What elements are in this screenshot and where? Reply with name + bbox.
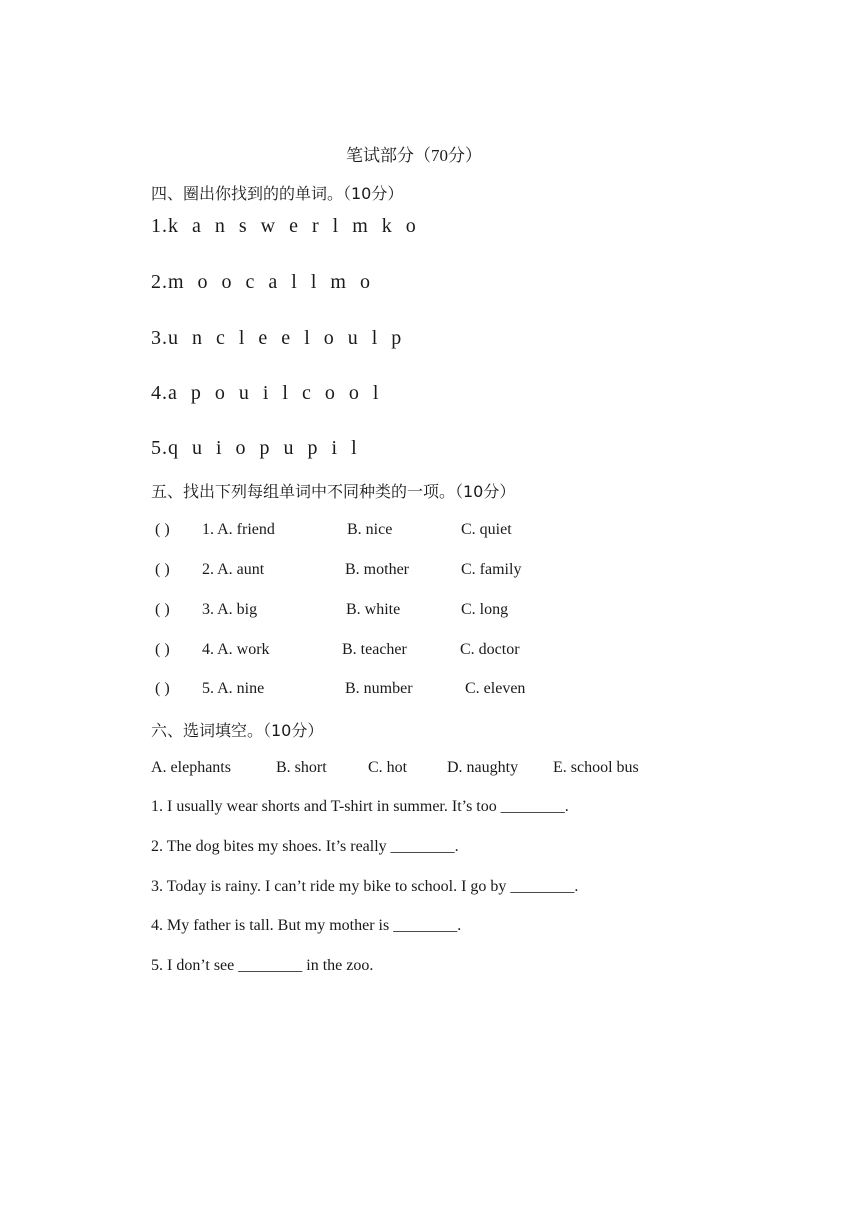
answer-blank: ( ) <box>155 680 170 697</box>
letter-row: 4.a p o u i l c o o l <box>151 382 380 404</box>
word-bank-option: D. naughty <box>447 759 519 776</box>
option-a: 1. A. friend <box>202 521 275 538</box>
answer-blank: ( ) <box>155 561 170 578</box>
option-a: 2. A. aunt <box>202 561 265 578</box>
word-bank-option: C. hot <box>368 759 408 776</box>
option-c: C. eleven <box>465 680 526 697</box>
word-bank-option: E. school bus <box>553 759 639 776</box>
option-a: 5. A. nine <box>202 680 265 697</box>
section4-heading: 四、圈出你找到的的单词。（10分） <box>151 184 404 203</box>
option-c: C. family <box>461 561 522 578</box>
letter-row: 1.k a n s w e r l m k o <box>151 215 417 237</box>
option-a: 4. A. work <box>202 641 270 658</box>
fill-in-sentence: 4. My father is tall. But my mother is ________. <box>151 917 462 934</box>
fill-in-sentence: 3. Today is rainy. I can’t ride my bike to school. I go by ________. <box>151 878 579 895</box>
answer-blank: ( ) <box>155 641 170 658</box>
fill-in-sentence: 5. I don’t see ________ in the zoo. <box>151 957 374 974</box>
page-title: 笔试部分（70分） <box>346 146 482 165</box>
option-b: B. nice <box>347 521 393 538</box>
letter-row: 5.q u i o p u p i l <box>151 437 358 459</box>
option-c: C. doctor <box>460 641 520 658</box>
option-c: C. quiet <box>461 521 512 538</box>
letter-row: 2.m o o c a l l m o <box>151 271 371 293</box>
answer-blank: ( ) <box>155 521 170 538</box>
section5-heading: 五、找出下列每组单词中不同种类的一项。（10分） <box>151 482 516 501</box>
section6-heading: 六、选词填空。（10分） <box>151 721 324 740</box>
option-a: 3. A. big <box>202 601 258 618</box>
letter-row: 3.u n c l e e l o u l p <box>151 327 403 349</box>
fill-in-sentence: 2. The dog bites my shoes. It’s really ________. <box>151 838 459 855</box>
option-b: B. teacher <box>342 641 407 658</box>
word-bank-option: B. short <box>276 759 327 776</box>
option-b: B. white <box>346 601 401 618</box>
option-b: B. mother <box>345 561 409 578</box>
option-b: B. number <box>345 680 413 697</box>
word-bank-option: A. elephants <box>151 759 231 776</box>
fill-in-sentence: 1. I usually wear shorts and T-shirt in summer. It’s too ________. <box>151 798 569 815</box>
option-c: C. long <box>461 601 509 618</box>
answer-blank: ( ) <box>155 601 170 618</box>
